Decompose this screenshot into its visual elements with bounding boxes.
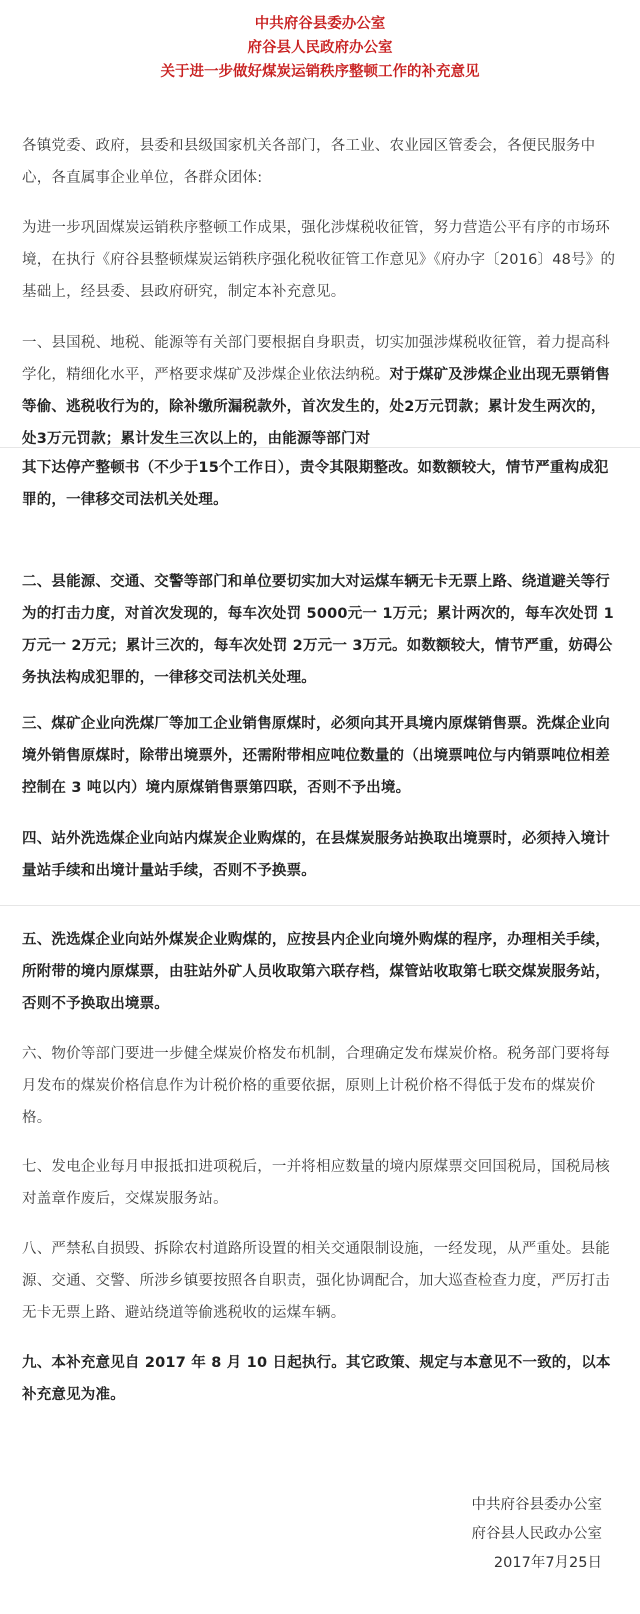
item-2: 二、县能源、交通、交警等部门和单位要切实加大对运煤车辆无卡无票上路、绕道避关等行为的打击力度，对首次发现的，每车次处罚 5000元一 1万元；累计两次的，每车次处罚 1万元一 2万元；累计三次的，每车次处罚 2万元一 3万元。如数额较大，情节严重，妨碍公务执法构成犯罪的，一律移交司法机关处理。 bbox=[22, 574, 614, 686]
item-1-continued: 其下达停产整顿书（不少于15个工作日），责令其限期整改。如数额较大，情节严重构成犯罪的，一律移交司法机关处理。 bbox=[22, 460, 609, 508]
header-issuer-2: 府谷县人民政府办公室 bbox=[247, 40, 393, 56]
section-divider bbox=[0, 447, 640, 448]
salutation: 各镇党委、政府，县委和县级国家机关各部门，各工业、农业园区管委会，各便民服务中心，各直属事企业单位，各群众团体: bbox=[22, 138, 596, 186]
item-5: 五、洗选煤企业向站外煤炭企业购煤的，应按县内企业向境外购煤的程序，办理相关手续，所附带的境内原煤票，由驻站外矿人员收取第六联存档，煤管站收取第七联交煤炭服务站，否则不予换取出境票。 bbox=[22, 932, 610, 1012]
item-1-text: 一、县国税、地税、能源等有关部门要根据自身职责，切实加强涉煤税收征管，着力提高科学化，精细化水平，严格要求煤矿及涉煤企业依法纳税。 bbox=[22, 335, 610, 383]
header-issuer-1: 中共府谷县委办公室 bbox=[254, 16, 386, 32]
item-1-penalty-text: 对于煤矿及涉煤企业出现无票销售等偷、逃税收行为的，除补缴所漏税款外，首次发生的，处2万元罚款；累计发生两次的，处3万元罚款；累计发生三次以上的，由能源等部门对 bbox=[22, 367, 610, 447]
item-1 bbox=[22, 327, 618, 447]
document-header bbox=[0, 12, 640, 84]
signature-org-1: 中共府谷县委办公室 bbox=[471, 1497, 602, 1513]
item-3: 三、煤矿企业向洗煤厂等加工企业销售原煤时，必须向其开具境内原煤销售票。洗煤企业向境外销售原煤时，除带出境票外，还需附带相应吨位数量的（出境票吨位与内销票吨位相差控制在 3 吨以内）境内原煤销售票第四联，否则不予出境。 bbox=[22, 716, 610, 796]
item-6: 六、物价等部门要进一步健全煤炭价格发布机制，合理确定发布煤炭价格。税务部门要将每月发布的煤炭价格信息作为计税价格的重要依据，原则上计税价格不得低于发布的煤炭价格。 bbox=[22, 1046, 610, 1126]
signature-block bbox=[382, 1491, 602, 1578]
section-divider bbox=[0, 905, 640, 906]
signature-date: 2017年7月25日 bbox=[493, 1555, 602, 1571]
item-8: 八、严禁私自损毁、拆除农村道路所设置的相关交通限制设施，一经发现，从严重处。县能源、交通、交警、所涉乡镇要按照各自职责，强化协调配合，加大巡查检查力度，严厉打击无卡无票上路、避站绕道等偷逃税收的运煤车辆。 bbox=[22, 1241, 610, 1321]
document-title: 关于进一步做好煤炭运销秩序整顿工作的补充意见 bbox=[160, 64, 480, 80]
item-4: 四、站外洗选煤企业向站内煤炭企业购煤的，在县煤炭服务站换取出境票时，必须持入境计量站手续和出境计量站手续，否则不予换票。 bbox=[22, 831, 610, 879]
item-9: 九、本补充意见自 2017 年 8 月 10 日起执行。其它政策、规定与本意见不一致的，以本补充意见为准。 bbox=[22, 1355, 611, 1403]
signature-org-2: 府谷县人民政办公室 bbox=[471, 1526, 602, 1542]
intro-paragraph: 为进一步巩固煤炭运销秩序整顿工作成果，强化涉煤税收征管，努力营造公平有序的市场环境，在执行《府谷县整顿煤炭运销秩序强化税收征管工作意见》《府办字〔2016〕48号》的基础上，经县委、县政府研究，制定本补充意见。 bbox=[22, 220, 616, 300]
item-7: 七、发电企业每月申报抵扣进项税后，一并将相应数量的境内原煤票交回国税局，国税局核对盖章作废后，交煤炭服务站。 bbox=[22, 1159, 610, 1207]
